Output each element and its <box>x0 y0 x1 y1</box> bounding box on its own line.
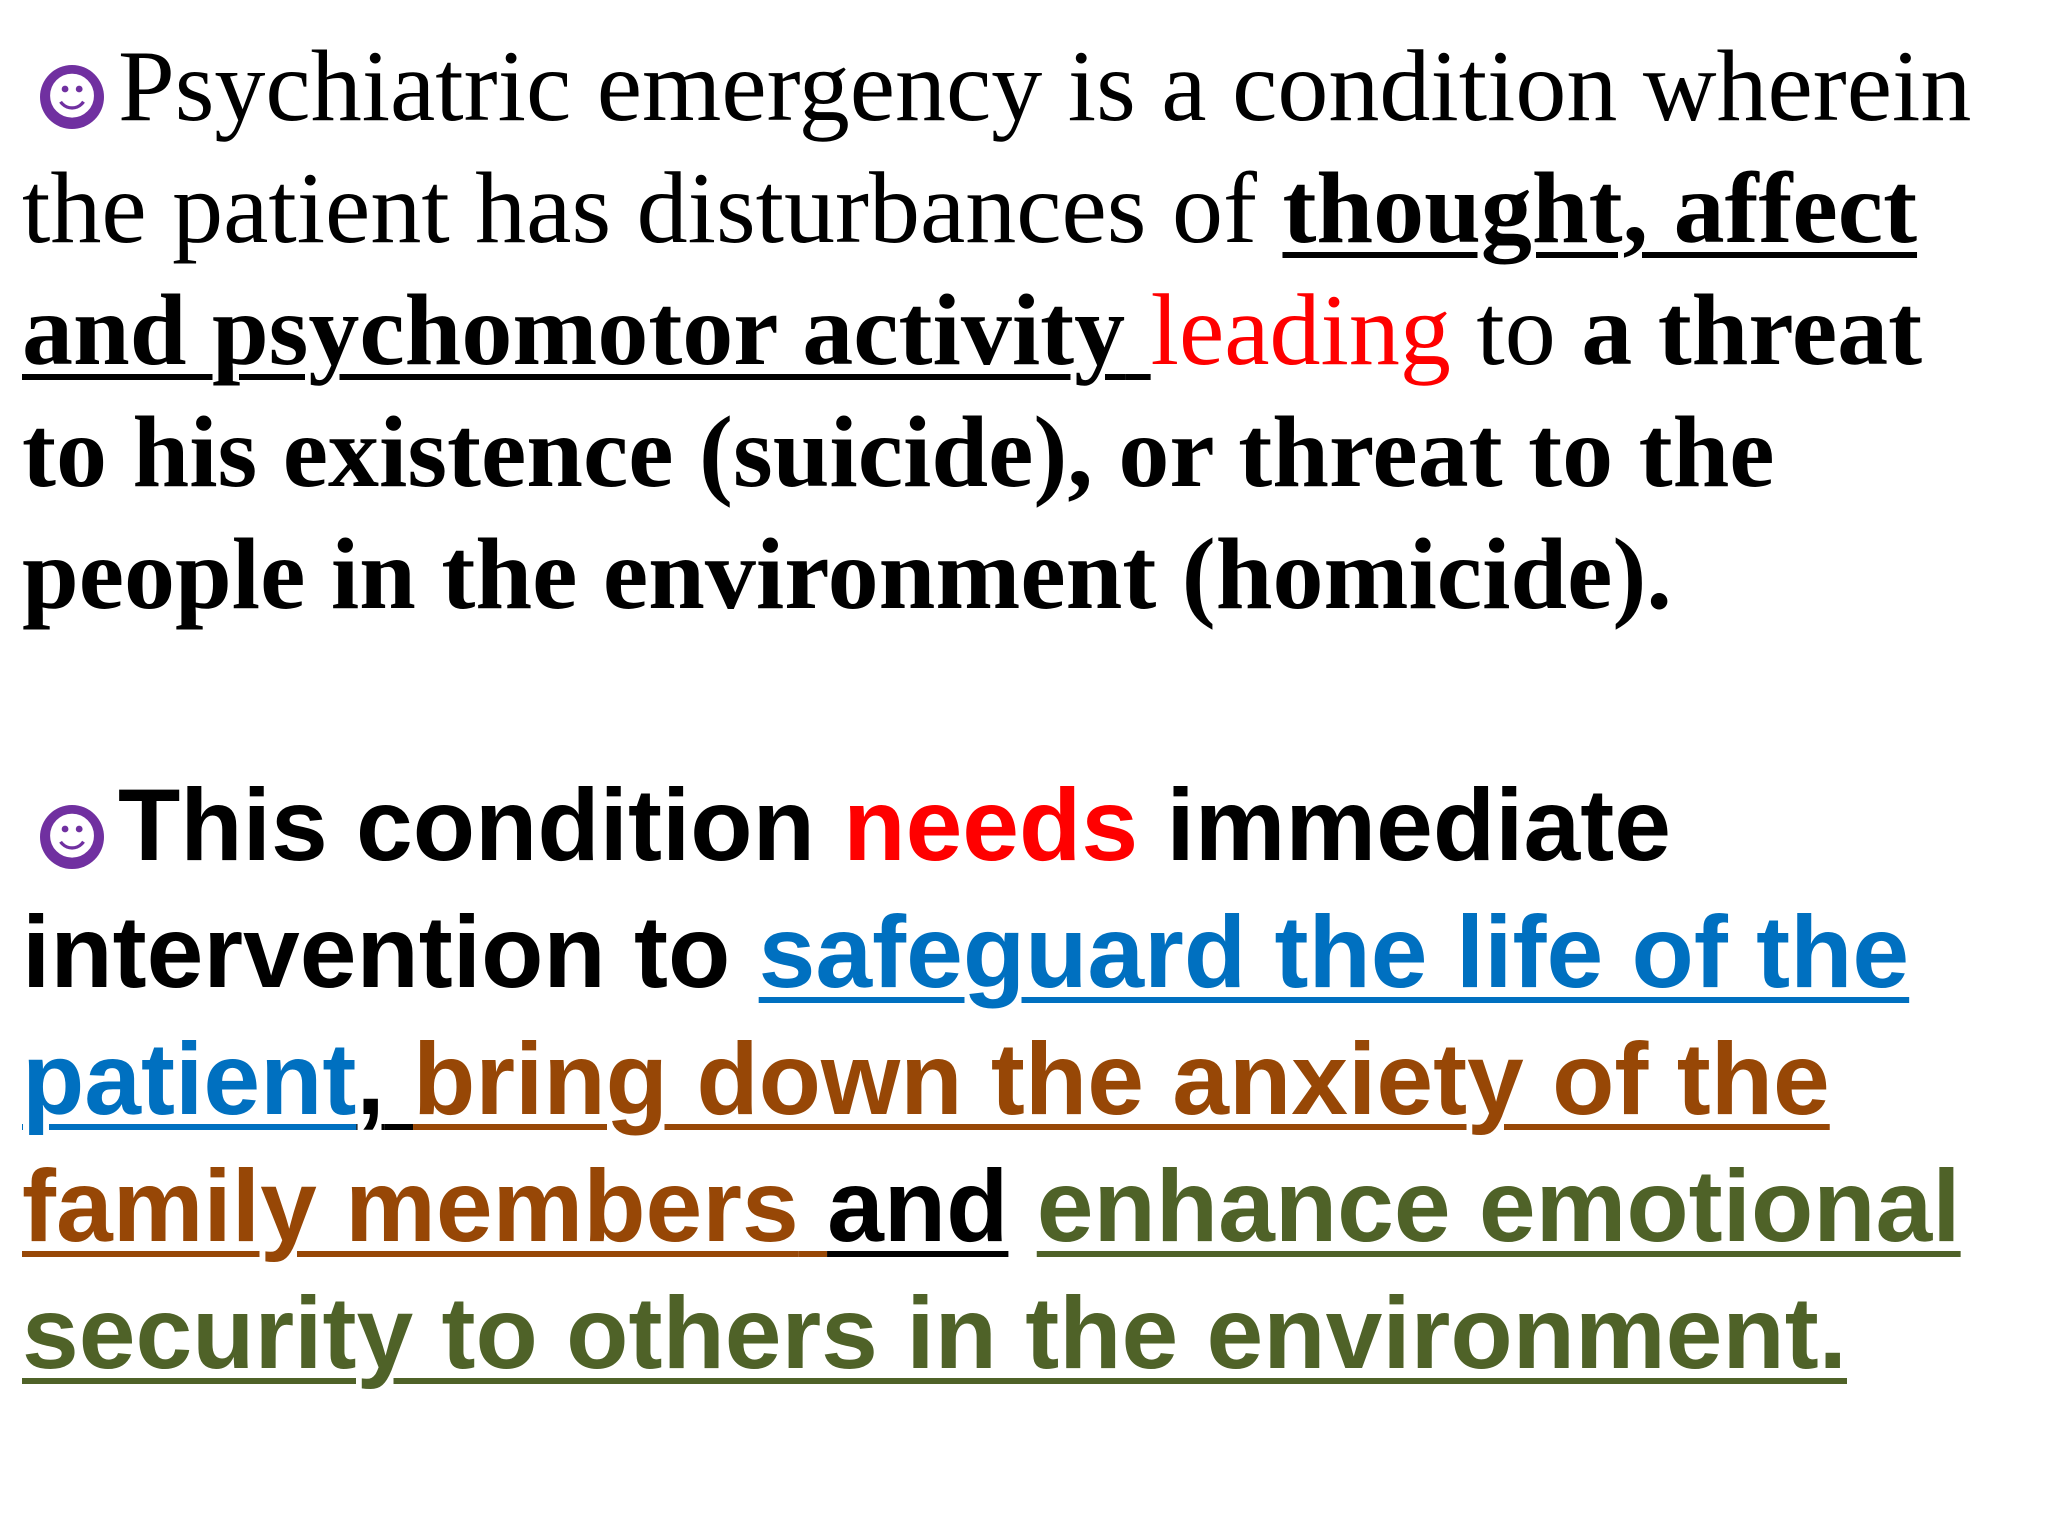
to-connector: to <box>1450 274 1582 387</box>
paragraph-intervention <box>22 762 2032 1397</box>
threat-description: a threat to his existence (suicide), or threat to the people in the environment (homicide). <box>22 274 1923 631</box>
definition-intro-text: Psychiatric emergency is a condition wherein the patient has disturbances of <box>22 30 1972 265</box>
smiley-bullet-icon: ☻ <box>40 65 104 129</box>
leading-highlight: leading <box>1150 274 1451 387</box>
safeguard-goal: safeguard the life of the patient <box>22 895 1910 1136</box>
and-conjunction: and <box>827 1149 1009 1263</box>
intervention-start-text: This condition <box>118 768 844 882</box>
needs-highlight: needs <box>843 768 1139 882</box>
paragraph-definition <box>22 26 2032 636</box>
security-goal: enhance emotional security to others in the environment. <box>22 1149 1961 1390</box>
smiley-bullet-icon: ☻ <box>40 805 104 869</box>
anxiety-goal: bring down the anxiety of the family members <box>22 1022 1830 1263</box>
intervention-middle-text: immediate intervention to <box>22 768 1671 1009</box>
disturbances-emphasis: thought, affect and psychomotor activity <box>22 152 1918 387</box>
comma-separator: , <box>356 1022 385 1136</box>
